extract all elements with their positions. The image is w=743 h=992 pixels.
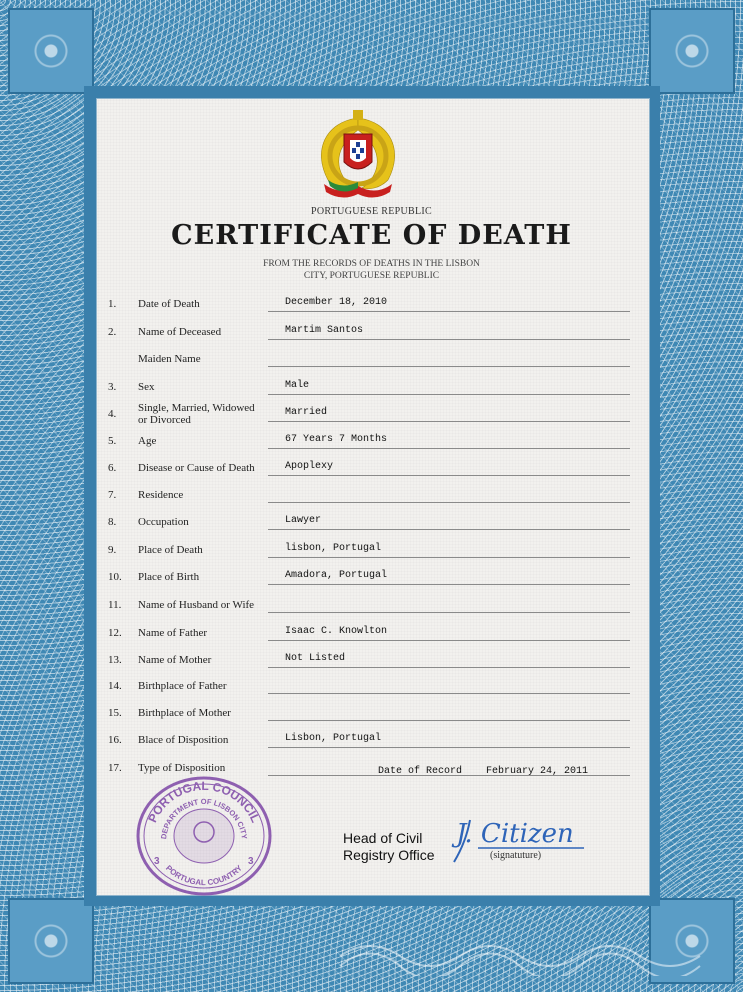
field-label: Age	[138, 435, 157, 447]
field-value: lisbon, Portugal	[285, 543, 382, 554]
field-underline	[268, 584, 630, 585]
date-of-record-label: Date of Record	[378, 766, 463, 777]
field-number: 16.	[108, 734, 122, 746]
field-row	[0, 697, 743, 721]
field-row	[0, 752, 743, 776]
field-number: 1.	[108, 298, 117, 310]
ornament-corner-top-right	[649, 8, 735, 94]
field-label: Disease or Cause of Death	[138, 462, 255, 474]
seal-text-bottom: PORTUGAL COUNTRY	[164, 863, 244, 888]
field-row	[0, 371, 743, 395]
field-value: Male	[285, 380, 310, 391]
ornament-corner-bottom-left	[8, 898, 94, 984]
field-value: Lawyer	[285, 515, 322, 526]
field-label: Name of Husband or Wife	[138, 599, 255, 611]
field-underline	[268, 529, 630, 530]
seal-text-mid: DEPARTMENT OF LISBON CITY	[159, 796, 249, 840]
field-number: 10.	[108, 571, 122, 583]
field-underline	[268, 720, 630, 721]
field-row	[0, 316, 743, 340]
field-label: Birthplace of Father	[138, 680, 227, 692]
field-value: December 18, 2010	[285, 297, 388, 308]
field-underline	[268, 394, 630, 395]
field-underline	[268, 448, 630, 449]
field-underline	[268, 366, 630, 367]
field-underline	[268, 502, 630, 503]
field-number: 5.	[108, 435, 117, 447]
field-value: 67 Years 7 Months	[285, 434, 388, 445]
field-label: Place of Birth	[138, 571, 200, 583]
field-underline	[268, 557, 630, 558]
field-row	[0, 398, 743, 426]
field-row	[0, 724, 743, 748]
records-subtitle-line1: FROM THE RECORDS OF DEATHS IN THE LISBON	[263, 259, 480, 269]
field-number: 7.	[108, 489, 117, 501]
date-of-record-value: February 24, 2011	[486, 766, 589, 777]
coat-of-arms-emblem	[306, 110, 410, 204]
field-row	[0, 670, 743, 694]
field-row	[0, 452, 743, 476]
field-underline	[268, 640, 630, 641]
field-number: 9.	[108, 544, 117, 556]
republic-heading: PORTUGUESE REPUBLIC	[311, 206, 432, 217]
field-row	[0, 534, 743, 558]
field-row	[0, 343, 743, 367]
official-seal-stamp	[134, 772, 274, 898]
field-number: 6.	[108, 462, 117, 474]
field-value: Isaac C. Knowlton	[285, 626, 388, 637]
field-underline	[268, 667, 630, 668]
office-line2: Registry Office	[343, 847, 435, 863]
field-underline	[268, 693, 630, 694]
field-number: 17.	[108, 762, 122, 774]
field-row	[0, 479, 743, 503]
field-row	[0, 506, 743, 530]
field-underline	[268, 421, 630, 422]
field-label: Place of Death	[138, 544, 203, 556]
field-row	[0, 425, 743, 449]
signature-caption: (signatuture)	[490, 850, 542, 861]
registry-office-label	[343, 830, 435, 864]
field-value: Martim Santos	[285, 325, 364, 336]
field-label: Date of Death	[138, 298, 200, 310]
field-value: Not Listed	[285, 653, 346, 664]
field-label: Sex	[138, 381, 155, 393]
field-underline	[268, 311, 630, 312]
watermark-decoration	[330, 936, 710, 976]
field-number: 12.	[108, 627, 122, 639]
field-label: Occupation	[138, 516, 189, 528]
svg-text:3: 3	[248, 856, 254, 867]
field-number: 2.	[108, 326, 117, 338]
field-label: Type of Disposition	[138, 762, 226, 774]
field-underline	[268, 475, 630, 476]
field-value: Apoplexy	[285, 461, 334, 472]
field-row	[0, 288, 743, 312]
signature-text: J. Citizen	[456, 819, 574, 849]
field-number: 11.	[108, 599, 122, 611]
field-underline	[268, 612, 630, 613]
svg-text:3: 3	[154, 856, 160, 867]
field-row	[0, 617, 743, 641]
field-row	[0, 589, 743, 613]
office-line1: Head of Civil	[343, 830, 423, 846]
seal-text-top: PORTUGAL COUNCIL	[145, 778, 263, 825]
field-label: Birthplace of Mother	[138, 707, 231, 719]
records-subtitle-line2: CITY, PORTUGUESE REPUBLIC	[303, 271, 440, 281]
field-number: 4.	[108, 408, 117, 420]
field-label: Maiden Name	[138, 353, 201, 365]
field-number: 15.	[108, 707, 122, 719]
field-row	[0, 644, 743, 668]
field-label: Single, Married, Widowed or Divorced	[138, 402, 255, 426]
field-number: 13.	[108, 654, 122, 666]
field-label: Name of Father	[138, 627, 208, 639]
ornament-corner-top-left	[8, 8, 94, 94]
field-value: Lisbon, Portugal	[285, 733, 382, 744]
field-row	[0, 561, 743, 585]
field-number: 8.	[108, 516, 117, 528]
field-label: Blace of Disposition	[138, 734, 229, 746]
field-number: 14.	[108, 680, 122, 692]
field-label: Name of Mother	[138, 654, 212, 666]
field-underline	[268, 747, 630, 748]
field-value: Married	[285, 407, 328, 418]
field-number: 3.	[108, 381, 117, 393]
field-value: Amadora, Portugal	[285, 570, 388, 581]
field-label: Residence	[138, 489, 184, 501]
field-label: Name of Deceased	[138, 326, 222, 338]
certificate-title: CERTIFICATE OF DEATH	[171, 220, 572, 251]
field-underline	[268, 339, 630, 340]
